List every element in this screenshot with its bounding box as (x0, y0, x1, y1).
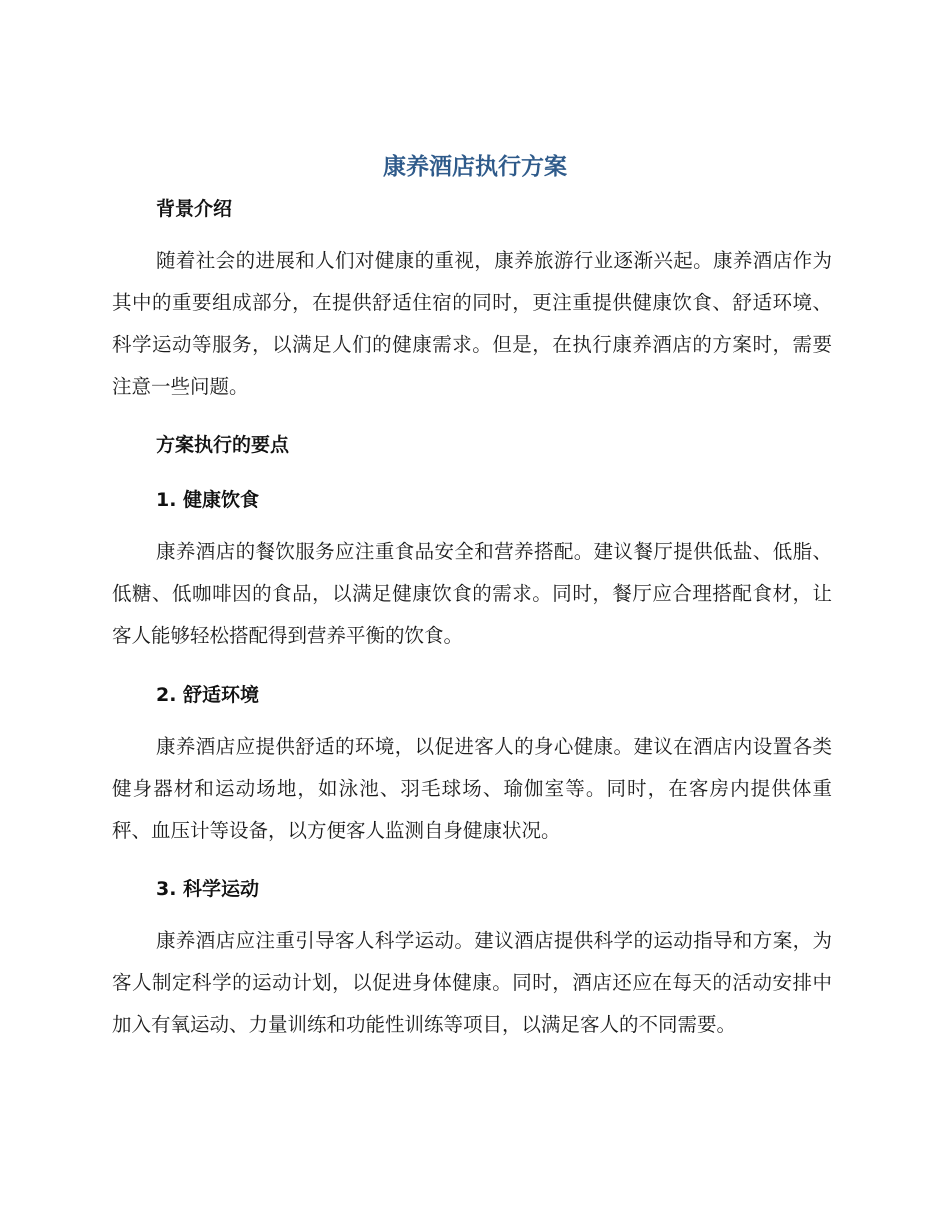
section-heading-comfortable-environment: 2. 舒适环境 (156, 684, 260, 706)
section-heading-healthy-diet: 1. 健康饮食 (156, 489, 260, 511)
paragraph-background: 随着社会的进展和人们对健康的重视，康养旅游行业逐渐兴起。康养酒店作为其中的重要组成部分，在提供舒适住宿的同时，更注重提供健康饮食、舒适环境、科学运动等服务，以满足人们的健康需求。但是，在执行康养酒店的方案时，需要注意一些问题。 (112, 249, 832, 398)
paragraph-healthy-diet: 康养酒店的餐饮服务应注重食品安全和营养搭配。建议餐厅提供低盐、低脂、低糖、低咖啡因的食品，以满足健康饮食的需求。同时，餐厅应合理搭配食材，让客人能够轻松搭配得到营养平衡的饮食。 (112, 540, 832, 647)
paragraph-scientific-exercise: 康养酒店应注重引导客人科学运动。建议酒店提供科学的运动指导和方案，为客人制定科学的运动计划，以促进身体健康。同时，酒店还应在每天的活动安排中加入有氧运动、力量训练和功能性训练等项目，以满足客人的不同需要。 (112, 929, 832, 1036)
section-heading-key-points: 方案执行的要点 (156, 434, 290, 456)
document-title: 康养酒店执行方案 (383, 154, 567, 180)
paragraph-comfortable-environment: 康养酒店应提供舒适的环境，以促进客人的身心健康。建议在酒店内设置各类健身器材和运动场地，如泳池、羽毛球场、瑜伽室等。同时，在客房内提供体重秤、血压计等设备，以方便客人监测自身健康状况。 (112, 735, 832, 842)
section-heading-scientific-exercise: 3. 科学运动 (156, 878, 260, 900)
section-heading-background: 背景介绍 (156, 198, 233, 220)
